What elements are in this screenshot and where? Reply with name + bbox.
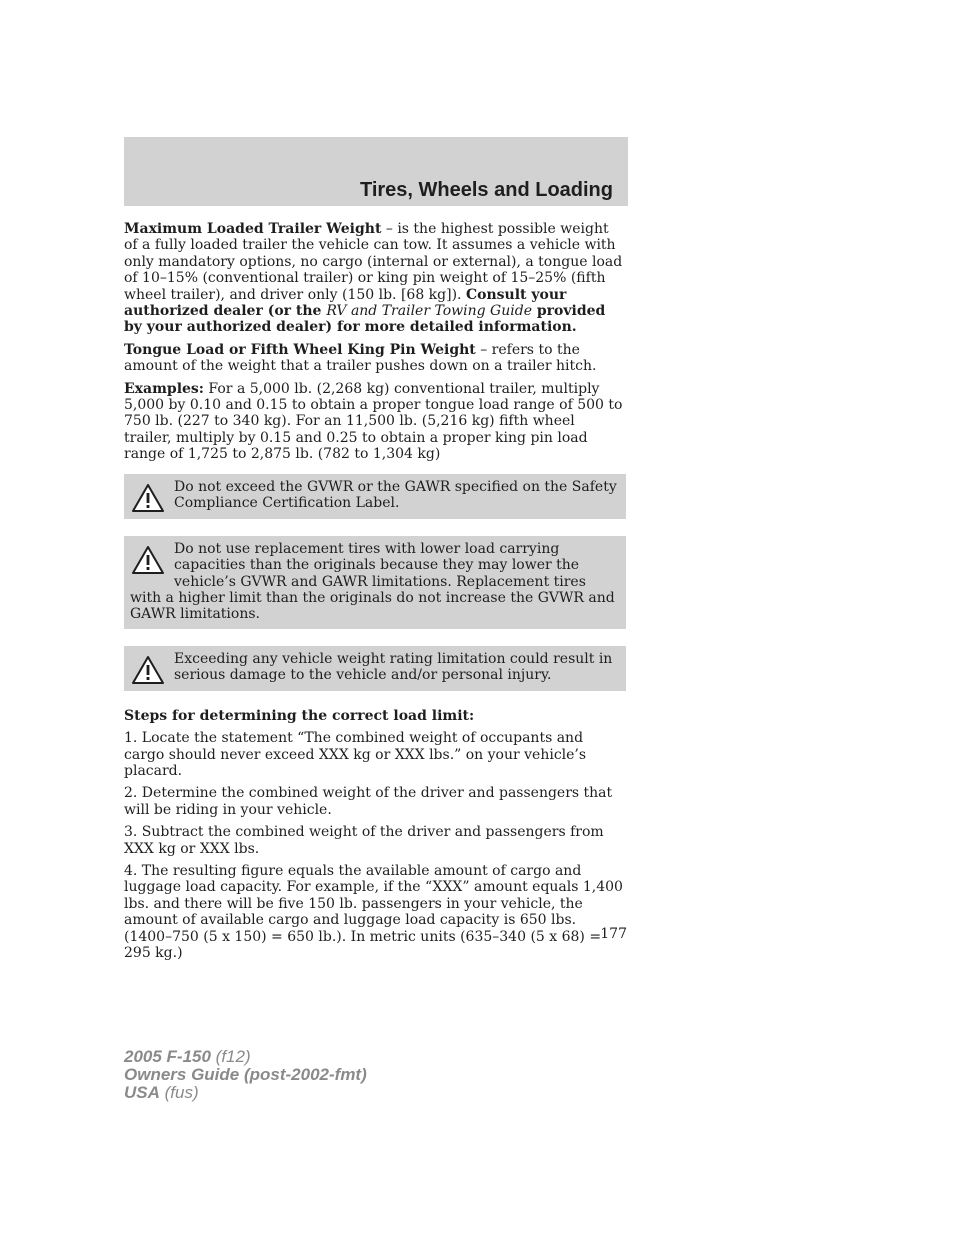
warning-triangle-icon <box>131 655 165 685</box>
term-max-loaded-trailer-weight: Maximum Loaded Trailer Weight <box>124 221 382 237</box>
paragraph-max-loaded-trailer-weight: Maximum Loaded Trailer Weight – is the highest possible weight of a fully loaded trailer the vehicle can tow. It assumes a vehicle with only mandatory options, no cargo (internal or external), a tongue load of 10–15% (conventional trailer) or king pin weight of 15–25% (fifth wheel trailer), and driver only (150 lb. [68 kg]). Consult your authorized dealer (or the RV and Trailer Towing Guide provided by your authorized dealer) for more detailed information. <box>124 221 623 336</box>
paragraph-tongue-load: Tongue Load or Fifth Wheel King Pin Weight – refers to the amount of the weight that a trailer pushes down on a trailer hitch. <box>124 341 597 375</box>
term-tongue-load: Tongue Load or Fifth Wheel King Pin Weight <box>124 341 476 358</box>
section-header <box>124 137 628 206</box>
section-title: Tires, Wheels and Loading <box>359 179 613 201</box>
warning-triangle-icon <box>131 483 165 513</box>
warning-text: Do not exceed the GVWR or the GAWR specified on the Safety Compliance Certification Label. <box>174 478 617 512</box>
page-content <box>124 221 626 967</box>
warning-box-3 <box>124 646 626 691</box>
guide-title: RV and Trailer Towing Guide <box>326 303 532 320</box>
warning-text: Do not use replacement tires with lower load carrying capacities than the originals because they may lower the vehicle’s GVWR and GAWR limitations. Replacement tires with a higher limit than the originals do not increase the GVWR and GAWR limitations. <box>130 540 615 623</box>
steps-heading: Steps for determining the correct load limit: <box>124 707 475 724</box>
step-item: 4. The resulting figure equals the available amount of cargo and luggage load capacity. For example, if the “XXX” amount equals 1,400 lbs. and there will be five 150 lb. passengers in your vehicle, the amount of available cargo and luggage load capacity is 650 lbs. (1400–750 (5 x 150) = 650 lb.). In metric units (635–340 (5 x 68) = 295 kg.) <box>124 862 623 961</box>
paragraph-examples: Examples: For a 5,000 lb. (2,268 kg) conventional trailer, multiply 5,000 by 0.10 and 0.15 to obtain a proper tongue load range of 500 to 750 lb. (227 to 340 kg). For an 11,500 lb. (5,216 kg) fifth wheel trailer, multiply by 0.15 and 0.25 to obtain a proper king pin load range of 1,725 to 2,875 lb. (782 to 1,304 kg) <box>124 380 623 463</box>
warning-text: Exceeding any vehicle weight rating limitation could result in serious damage to the vehicle and/or personal injury. <box>174 650 613 684</box>
step-item: 3. Subtract the combined weight of the driver and passengers from XXX kg or XXX lbs. <box>124 824 604 857</box>
footer-line-model: 2005 F-150 (f12) <box>124 1047 251 1066</box>
page-number: 177 <box>600 926 627 942</box>
warning-triangle-icon <box>131 545 165 575</box>
step-item: 1. Locate the statement “The combined weight of occupants and cargo should never exceed XXX kg or XXX lbs.” on your vehicle’s placard. <box>124 730 587 779</box>
footer-line-guide: Owners Guide (post-2002-fmt) <box>124 1065 367 1084</box>
warning-box-1 <box>124 474 626 519</box>
term-examples: Examples: <box>124 380 204 397</box>
step-item: 2. Determine the combined weight of the driver and passengers that will be riding in your vehicle. <box>124 785 613 818</box>
warning-box-2 <box>124 536 626 629</box>
document-footer <box>124 1048 367 1102</box>
footer-line-region: USA (fus) <box>124 1083 199 1102</box>
